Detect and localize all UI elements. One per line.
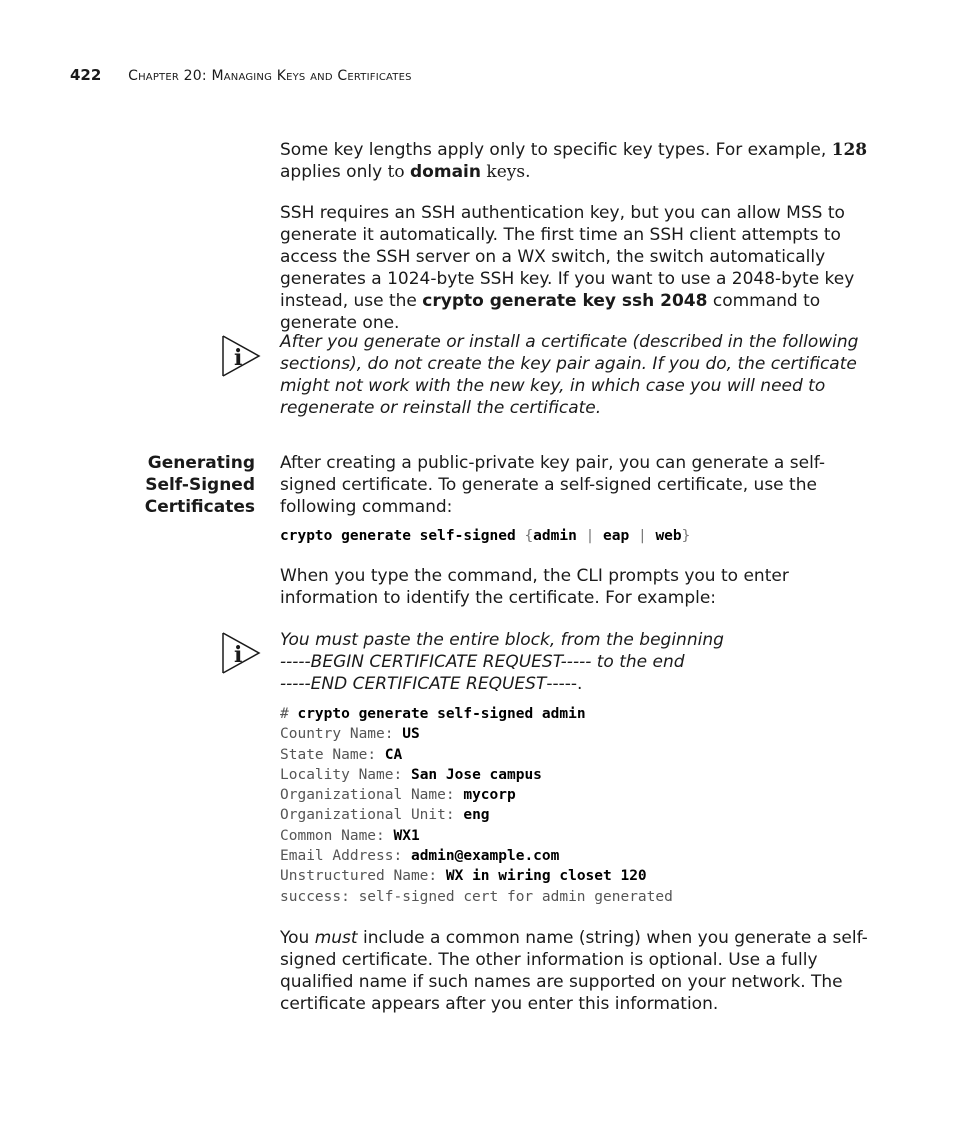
heading-line: Generating [147, 453, 255, 473]
text: After creating a public-private key pair, you can generate a self-signed certificate. To generate a self-signed certificate, use the following command: [280, 453, 825, 517]
field-label: Country Name [280, 726, 385, 743]
svg-text:i: i [234, 642, 243, 668]
field-label: Locality Name [280, 766, 394, 783]
syntax-separator: | [637, 528, 647, 544]
syntax-command: crypto generate self-signed [280, 528, 516, 544]
heading-line: Self-Signed [145, 475, 255, 495]
text: When you type the command, the CLI prompts you to enter information to identify the certificate. For example: [280, 566, 789, 608]
cli-command: crypto generate self-signed admin [297, 706, 586, 722]
svg-text:i: i [234, 345, 243, 371]
heading-line: Certificates [144, 497, 255, 517]
field-value: WX in wiring closet 120 [445, 868, 647, 885]
syntax-brace: } [681, 528, 691, 544]
note-text: -----END CERTIFICATE REQUEST [280, 674, 547, 694]
cli-field-row: State Name: CA [280, 746, 403, 763]
note-text: -----BEGIN CERTIFICATE REQUEST [280, 652, 561, 672]
chapter-title: Chapter 20: Managing Keys and Certificates [128, 68, 412, 84]
note-paste-block [280, 629, 870, 695]
paragraph-ssh-key [280, 202, 870, 334]
text: keys. [480, 162, 531, 182]
syntax-option: eap [603, 528, 630, 544]
field-label: Email Address [280, 848, 394, 865]
text: Some key lengths apply only to specific key types. For example, [280, 140, 832, 160]
cli-example [280, 704, 870, 907]
paragraph-common-name [280, 927, 870, 1015]
cli-field-row: Country Name: US [280, 726, 420, 743]
page-number: 422 [70, 66, 102, 84]
domain-keyword: domain [410, 162, 481, 182]
paragraph-key-lengths [280, 139, 870, 183]
running-header [70, 66, 412, 84]
note-text: After you generate or install a certificate (described in the following sections), do not create the key pair again. If you do, the certificate might not work with the new key, in which case you will need to regenerate or reinstall the certificate. [280, 332, 859, 418]
field-value: CA [384, 746, 403, 763]
field-value: San Jose campus [410, 766, 542, 783]
note-text: -----. [546, 674, 583, 694]
text: applies only [280, 162, 388, 182]
info-note-icon [221, 334, 261, 378]
cli-field-row: Organizational Name: mycorp [280, 787, 516, 804]
field-value: admin@example.com [410, 848, 560, 865]
field-value: WX1 [393, 827, 420, 844]
syntax-option: web [655, 528, 682, 544]
field-label: Organizational Unit [280, 807, 446, 824]
command-syntax [280, 526, 870, 546]
text: include a common name (string) when you generate a self-signed certificate. The other information is optional. Use a fully qualified name if such names are supported on your network. The certificate appears after you enter this information. [280, 928, 868, 1014]
info-note-icon [221, 631, 261, 675]
text: to [387, 162, 405, 182]
ssh-command: crypto generate key ssh 2048 [422, 291, 708, 311]
emphasis-must: must [314, 928, 358, 948]
cli-success-line: success: self-signed cert for admin generated [280, 888, 673, 905]
paragraph-cli-prompts [280, 565, 870, 609]
key-length-value: 128 [831, 140, 868, 160]
note-text: You must paste the entire block, from the beginning [280, 630, 724, 650]
cli-field-row: Unstructured Name: WX in wiring closet 120 [280, 868, 647, 885]
section-heading [100, 452, 255, 518]
text: SSH requires an SSH authentication key, but you can allow MSS to generate it automatically. The first time an SSH client attempts to access the SSH server on a WX switch, the switch automatically generates a 1024-byte SSH key. If you want to use a 2048-byte key instead, use the [280, 203, 855, 311]
cli-field-row: Locality Name: San Jose campus [280, 766, 542, 783]
cli-field-row: Email Address: admin@example.com [280, 848, 560, 865]
field-label: Organizational Name [280, 787, 446, 804]
field-label: State Name [280, 746, 368, 763]
field-label: Unstructured Name [280, 868, 429, 885]
cli-command-line [280, 704, 870, 724]
field-value: eng [463, 807, 490, 824]
syntax-separator: | [585, 528, 595, 544]
cli-field-row: Organizational Unit: eng [280, 807, 490, 824]
text: You [280, 928, 315, 948]
text: command to generate one. [280, 291, 821, 333]
syntax-brace: { [524, 528, 534, 544]
cli-field-row: Common Name: WX1 [280, 827, 420, 844]
paragraph-section-intro [280, 452, 870, 518]
syntax-option: admin [533, 528, 577, 544]
field-value: US [402, 726, 420, 743]
note-key-pair-warning [280, 331, 870, 419]
cli-prompt: # [280, 706, 289, 722]
field-label: Common Name [280, 827, 377, 844]
field-value: mycorp [463, 787, 516, 804]
note-text: ----- to the end [560, 652, 685, 672]
